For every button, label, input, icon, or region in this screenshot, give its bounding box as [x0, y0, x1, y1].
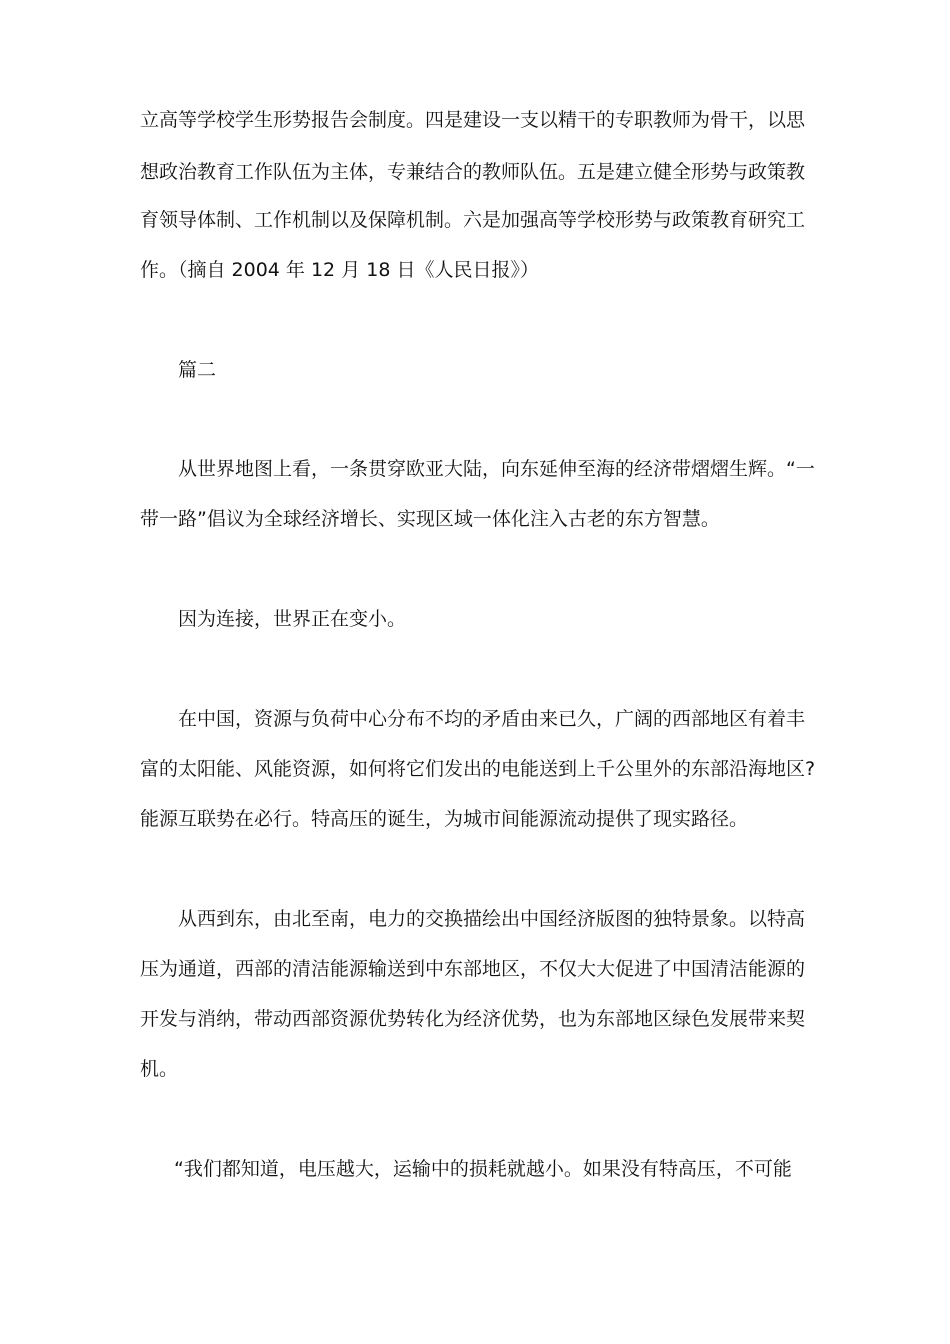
paragraph-3-line-1: 在中国，资源与负荷中心分布不均的矛盾由来已久，广阔的西部地区有着丰	[178, 708, 806, 730]
continuation-line-4: 作。（摘自 2004 年 12 月 18 日《人民日报》）	[140, 259, 539, 281]
paragraph-1-line-2: 带一路”倡议为全球经济增长、实现区域一体化注入古老的东方智慧。	[140, 508, 720, 530]
paragraph-3-line-2: 富的太阳能、风能资源，如何将它们发出的电能送到上千公里外的东部沿海地区?	[140, 758, 816, 780]
paragraph-5-line-1: “我们都知道，电压越大，运输中的损耗就越小。如果没有特高压，不可能	[174, 1158, 792, 1180]
section-heading: 篇二	[178, 359, 217, 381]
continuation-line-2: 想政治教育工作队伍为主体，专兼结合的教师队伍。五是建立健全形势与政策教	[140, 161, 806, 183]
continuation-line-3: 育领导体制、工作机制以及保障机制。六是加强高等学校形势与政策教育研究工	[140, 209, 806, 231]
paragraph-3-line-3: 能源互联势在必行。特高压的诞生，为城市间能源流动提供了现实路径。	[140, 808, 749, 830]
continuation-line-1: 立高等学校学生形势报告会制度。四是建设一支以精干的专职教师为骨干，以思	[140, 109, 806, 131]
paragraph-4-line-3: 开发与消纳，带动西部资源优势转化为经济优势，也为东部地区绿色发展带来契	[140, 1008, 806, 1030]
paragraph-2-line-1: 因为连接，世界正在变小。	[178, 608, 407, 630]
paragraph-1-line-1: 从世界地图上看，一条贯穿欧亚大陆，向东延伸至海的经济带熠熠生辉。“一	[178, 458, 815, 480]
paragraph-4-line-2: 压为通道，西部的清洁能源输送到中东部地区，不仅大大促进了中国清洁能源的	[140, 958, 806, 980]
paragraph-4-line-1: 从西到东，由北至南，电力的交换描绘出中国经济版图的独特景象。以特高	[178, 908, 806, 930]
paragraph-4-line-4: 机。	[140, 1058, 179, 1080]
